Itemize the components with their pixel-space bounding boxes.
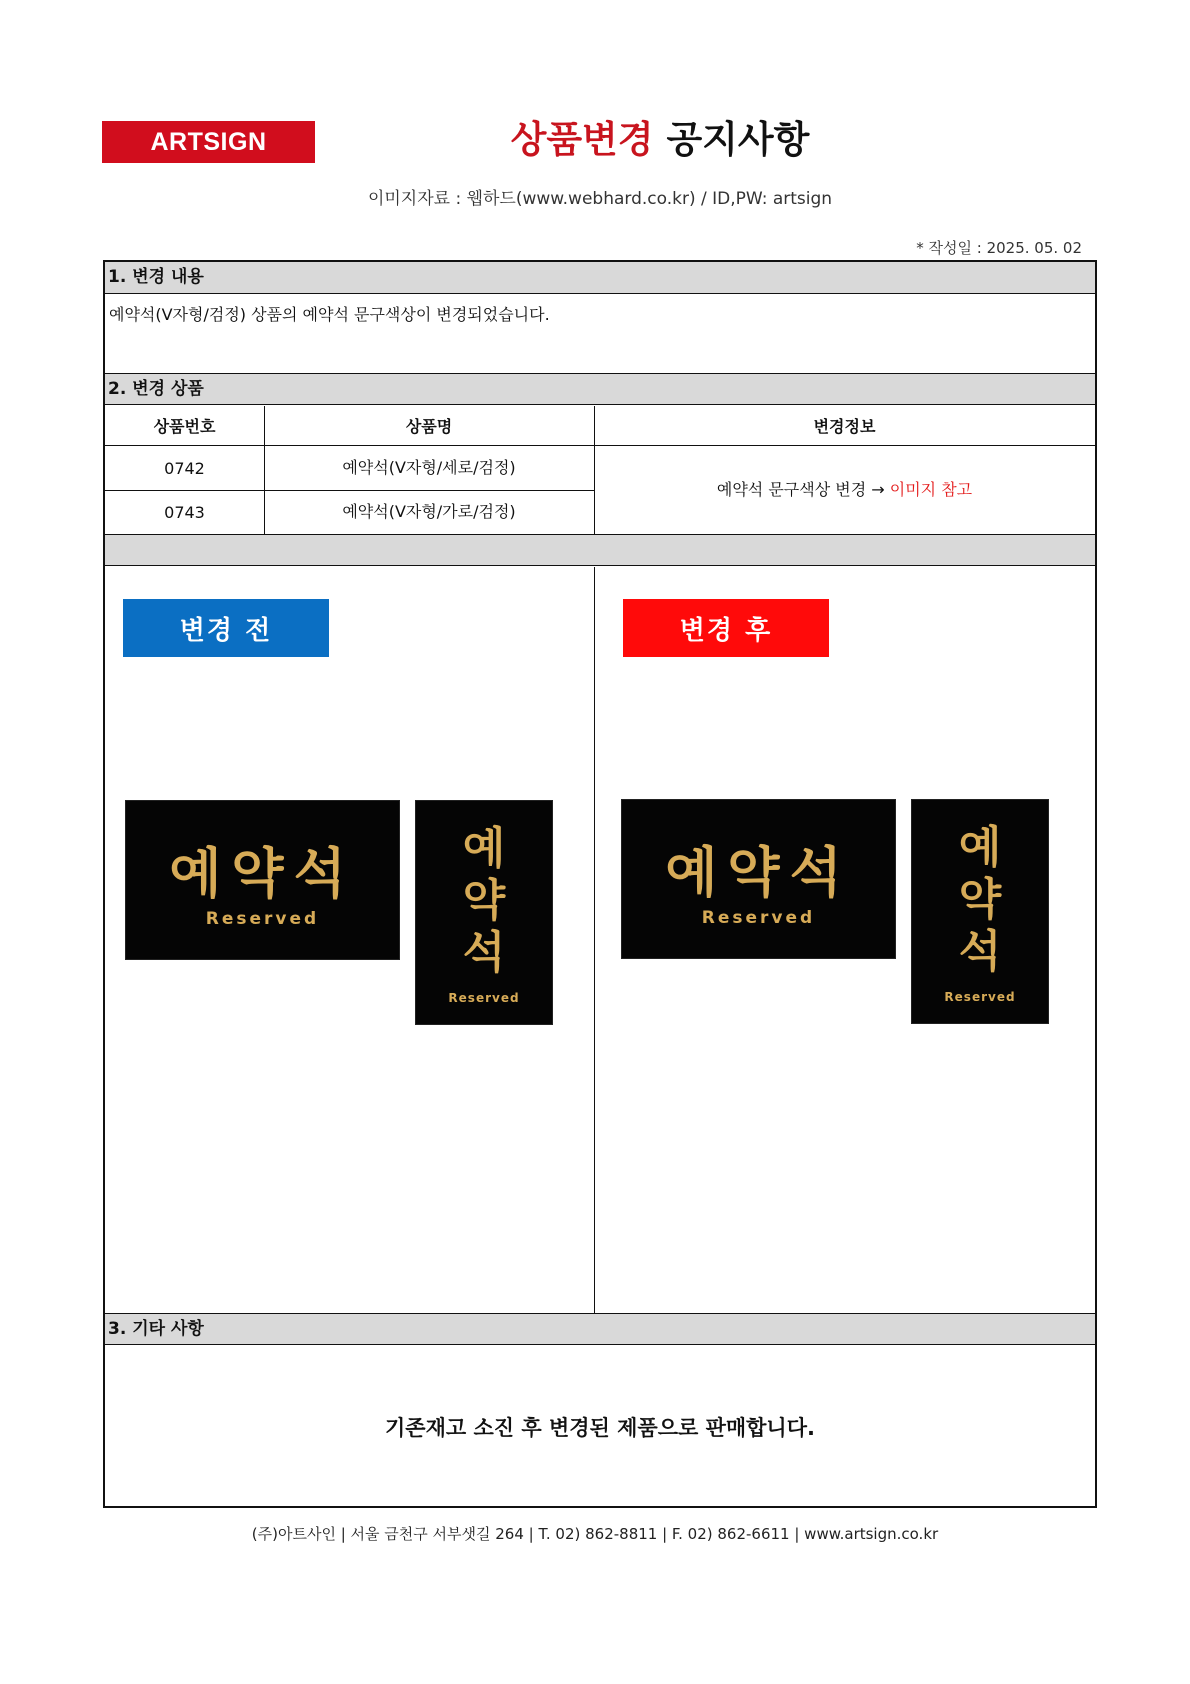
page-title [400, 112, 920, 168]
sign-korean-text: 예약석 [169, 842, 356, 905]
image-reference-text: 이미지 참고 [889, 479, 973, 499]
column-divider [594, 406, 595, 534]
notice-sheet [103, 260, 1097, 1508]
change-info [594, 446, 1095, 530]
sign-reserved-text: Reserved [205, 909, 320, 929]
written-date: * 작성일 : 2025. 05. 02 [916, 239, 1082, 257]
other-notice: 기존재고 소진 후 변경된 제품으로 판매합니다. [385, 1416, 815, 1440]
sign-korean-text: 예 약 석 [462, 823, 506, 978]
section1-heading: 1. 변경 내용 [105, 262, 1095, 294]
before-after-divider [594, 567, 595, 1313]
sign-reserved-text: Reserved [448, 991, 520, 1005]
column-header-name: 상품명 [405, 417, 453, 436]
title-rest: 공지사항 [666, 118, 810, 161]
before-sign-vertical [415, 800, 553, 1025]
sign-reserved-text: Reserved [944, 990, 1016, 1004]
image-section-bar [105, 534, 1095, 566]
row-name-0743: 예약석(V자형/가로/검정) [342, 501, 516, 521]
column-header-info: 변경정보 [813, 417, 876, 436]
sign-korean-text: 예약석 [665, 841, 852, 904]
column-header-number: 상품번호 [153, 417, 216, 436]
artsign-logo: ARTSIGN [102, 121, 315, 163]
section3-heading: 3. 기타 사항 [105, 1313, 1095, 1345]
after-sign-vertical [911, 799, 1049, 1024]
change-info-text: 예약석 문구색상 변경 → [716, 479, 885, 499]
row-number-0742: 0742 [164, 458, 205, 478]
title-highlight: 상품변경 [510, 118, 654, 161]
column-divider [264, 406, 265, 534]
sign-reserved-text: Reserved [701, 908, 816, 928]
sign-korean-text: 예 약 석 [958, 822, 1002, 977]
company-footer: (주)아트사인 | 서울 금천구 서부샛길 264 | T. 02) 862-8811 | F. 02) 862-6611 | www.artsign.co.kr [251, 1525, 939, 1543]
after-sign-horizontal [621, 799, 896, 959]
after-label: 변경 후 [623, 599, 829, 657]
change-content: 예약석(V자형/검정) 상품의 예약석 문구색상이 변경되었습니다. [109, 305, 550, 324]
section2-heading: 2. 변경 상품 [105, 373, 1095, 405]
before-label: 변경 전 [123, 599, 329, 657]
before-sign-horizontal [125, 800, 400, 960]
row-number-0743: 0743 [164, 502, 205, 522]
row-name-0742: 예약석(V자형/세로/검정) [342, 457, 516, 477]
webhard-info: 이미지자료 : 웹하드(www.webhard.co.kr) / ID,PW: artsign [367, 189, 833, 209]
